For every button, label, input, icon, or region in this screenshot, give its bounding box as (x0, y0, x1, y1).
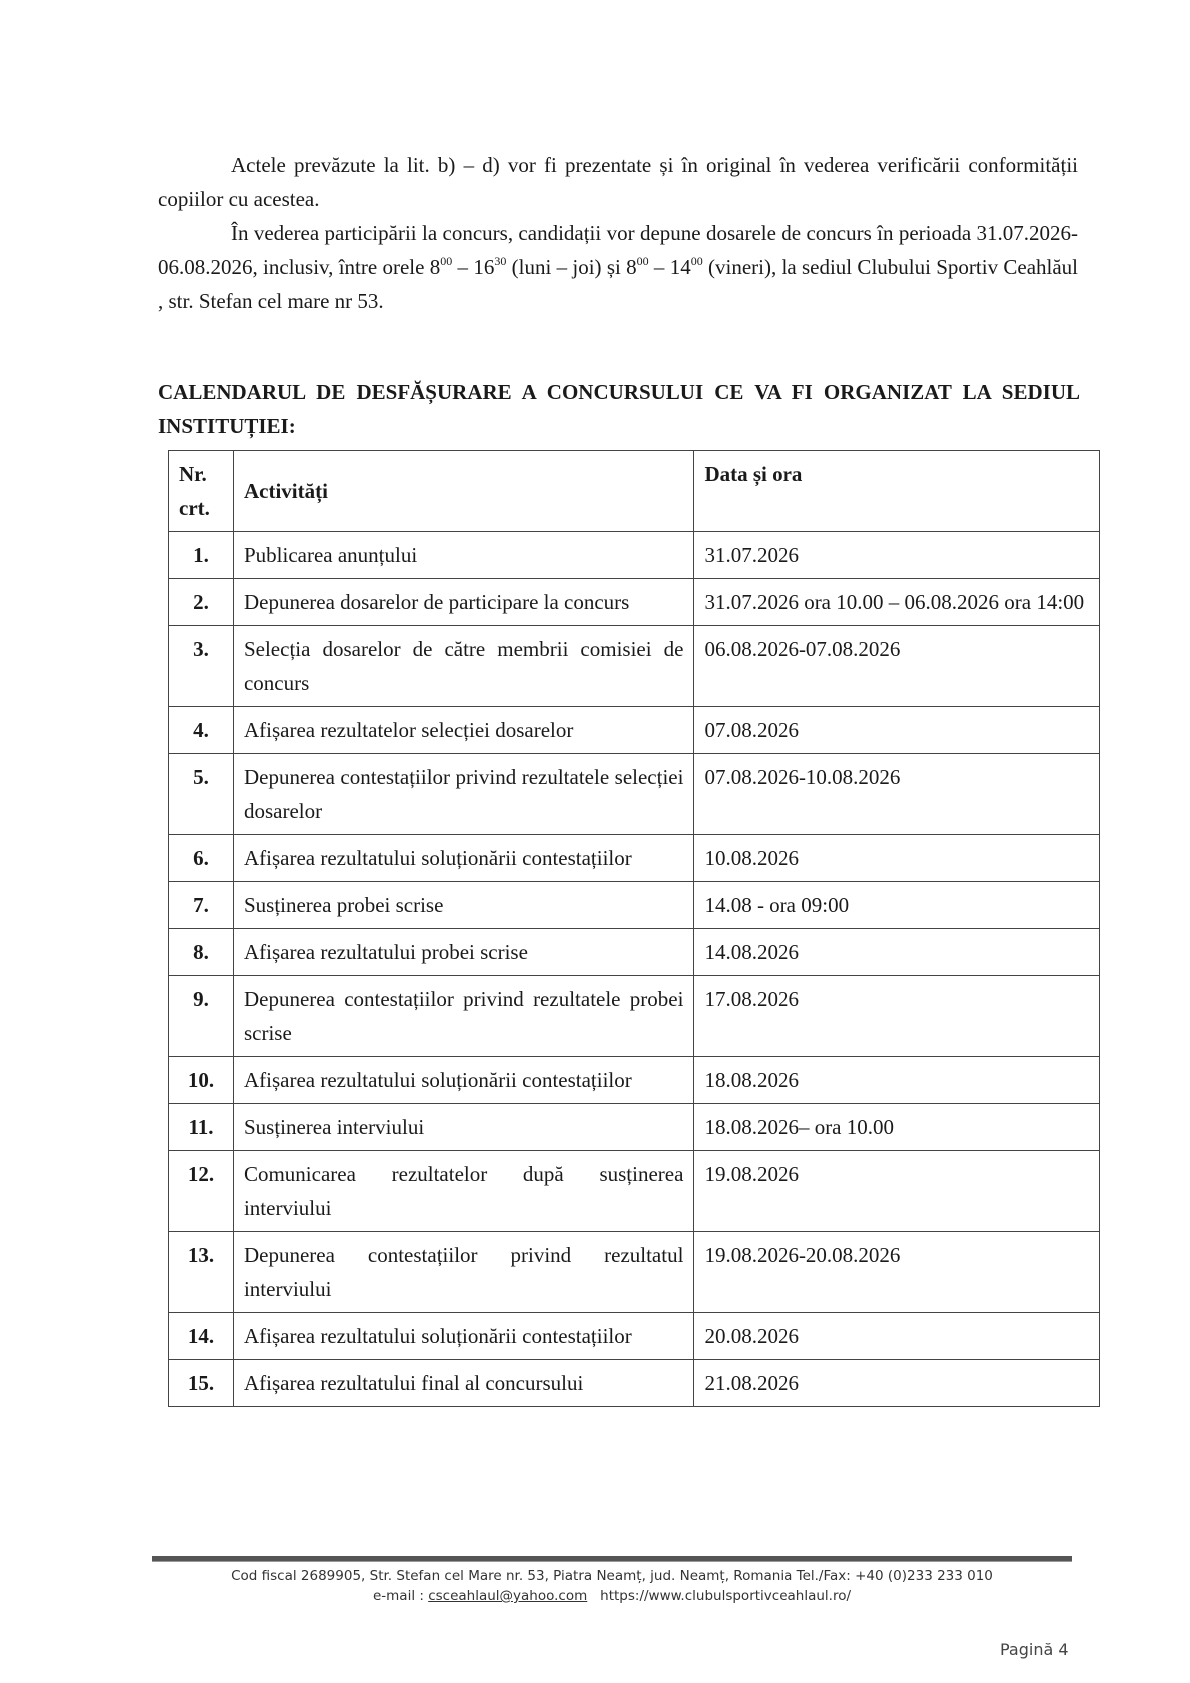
row-activity: Depunerea dosarelor de participare la concurs (233, 579, 693, 626)
row-number: 13. (169, 1232, 234, 1313)
table-row (169, 626, 1100, 707)
table-row (169, 882, 1100, 929)
table-row (169, 976, 1100, 1057)
row-activity: Comunicarea rezultatelor după susținerea interviului (233, 1151, 693, 1232)
table-row (169, 1151, 1100, 1232)
paragraph-originals: Actele prevăzute la lit. b) – d) vor fi prezentate și în original în vederea verificării conformității copiilor cu acestea. (158, 153, 1078, 211)
table-row (169, 579, 1100, 626)
footer-contact (152, 1586, 1072, 1606)
footer-website-link[interactable]: https://www.clubulsportivceahlaul.ro/ (600, 1588, 852, 1604)
row-activity: Afișarea rezultatului probei scrise (233, 929, 693, 976)
table-row (169, 1104, 1100, 1151)
table-row (169, 1232, 1100, 1313)
row-date: 31.07.2026 ora 10.00 – 06.08.2026 ora 14:00 (694, 579, 1100, 626)
row-activity: Afișarea rezultatelor selecției dosarelor (233, 707, 693, 754)
row-activity: Susținerea probei scrise (233, 882, 693, 929)
row-date: 07.08.2026-10.08.2026 (694, 754, 1100, 835)
row-number: 15. (169, 1360, 234, 1407)
row-number: 2. (169, 579, 234, 626)
table-header-row (169, 451, 1100, 532)
row-number: 7. (169, 882, 234, 929)
footer-address: Cod fiscal 2689905, Str. Stefan cel Mare nr. 53, Piatra Neamț, jud. Neamț, Romania Tel./Fax: +40 (0)233 233 010 (231, 1568, 993, 1584)
paragraph-submission-period: În vederea participării la concurs, candidații vor depune dosarele de concurs în perioada 31.07.2026-06.08.2026, inclusiv, între orele $8^{00} - 16^{30}$ (luni – joi) și $8^{00} - 14^{00}$ (vineri), la sediul Clubului Sportiv Ceahlăul , str. Stefan cel mare nr 53. (158, 221, 1079, 313)
row-date: 19.08.2026-20.08.2026 (694, 1232, 1100, 1313)
row-activity: Depunerea contestațiilor privind rezultatele probei scrise (233, 976, 693, 1057)
table-row (169, 1313, 1100, 1360)
header-nr: Nr. crt. (169, 451, 234, 532)
row-date: 07.08.2026 (694, 707, 1100, 754)
row-date: 14.08 - ora 09:00 (694, 882, 1100, 929)
row-activity: Depunerea contestațiilor privind rezultatele selecției dosarelor (233, 754, 693, 835)
table-body (169, 532, 1100, 1407)
row-activity: Depunerea contestațiilor privind rezultatul interviului (233, 1232, 693, 1313)
row-number: 8. (169, 929, 234, 976)
row-number: 10. (169, 1057, 234, 1104)
table-row (169, 707, 1100, 754)
footer-email-label: e-mail : (372, 1588, 429, 1604)
row-activity: Afișarea rezultatului soluționării contestațiilor (233, 835, 693, 882)
table-row (169, 929, 1100, 976)
row-activity: Afișarea rezultatului soluționării contestațiilor (233, 1057, 693, 1104)
table-row (169, 532, 1100, 579)
row-activity: Afișarea rezultatului final al concursului (233, 1360, 693, 1407)
row-number: 6. (169, 835, 234, 882)
row-activity: Selecția dosarelor de către membrii comisiei de concurs (233, 626, 693, 707)
row-number: 9. (169, 976, 234, 1057)
calendar-heading: CALENDARUL DE DESFĂȘURARE A CONCURSULUI CE VA FI ORGANIZAT LA SEDIUL INSTITUȚIEI: (158, 380, 1080, 438)
row-date: 06.08.2026-07.08.2026 (694, 626, 1100, 707)
row-date: 14.08.2026 (694, 929, 1100, 976)
header-date: Data și ora (694, 451, 1100, 532)
row-number: 11. (169, 1104, 234, 1151)
row-activity: Susținerea interviului (233, 1104, 693, 1151)
row-number: 12. (169, 1151, 234, 1232)
table-row (169, 1360, 1100, 1407)
row-date: 21.08.2026 (694, 1360, 1100, 1407)
row-number: 5. (169, 754, 234, 835)
row-date: 19.08.2026 (694, 1151, 1100, 1232)
footer (152, 1566, 1072, 1606)
table-row (169, 835, 1100, 882)
row-number: 3. (169, 626, 234, 707)
calendar-table (168, 450, 1100, 1407)
row-activity: Publicarea anunțului (233, 532, 693, 579)
row-date: 20.08.2026 (694, 1313, 1100, 1360)
row-date: 31.07.2026 (694, 532, 1100, 579)
row-number: 1. (169, 532, 234, 579)
row-date: 10.08.2026 (694, 835, 1100, 882)
row-date: 18.08.2026 (694, 1057, 1100, 1104)
row-date: 18.08.2026– ora 10.00 (694, 1104, 1100, 1151)
header-activity: Activități (233, 451, 693, 532)
page-number: Pagină 4 (1000, 1640, 1069, 1659)
row-activity: Afișarea rezultatului soluționării contestațiilor (233, 1313, 693, 1360)
footer-email-link[interactable]: csceahlaul@yahoo.com (428, 1588, 588, 1604)
footer-divider (152, 1556, 1072, 1562)
table-row (169, 1057, 1100, 1104)
table-row (169, 754, 1100, 835)
row-number: 14. (169, 1313, 234, 1360)
row-number: 4. (169, 707, 234, 754)
row-date: 17.08.2026 (694, 976, 1100, 1057)
